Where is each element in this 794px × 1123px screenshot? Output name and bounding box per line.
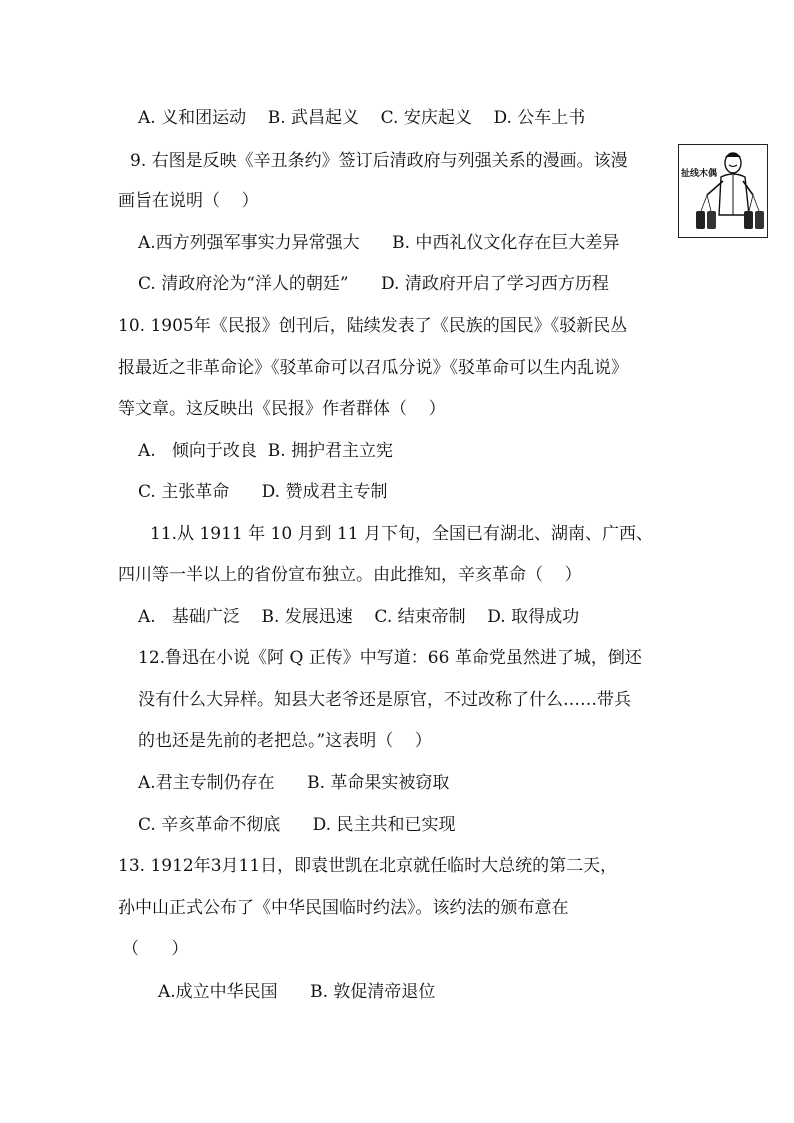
q9-stem-line-2: 画旨在说明（ ） — [118, 191, 259, 211]
q12-options-line-2: C. 辛亥革命不彻底 D. 民主共和已实现 — [138, 815, 456, 835]
puppet-cartoon-drawing — [679, 145, 767, 237]
q10-line-2: 报最近之非革命论》《驳革命可以召瓜分说》《驳革命可以生内乱说》 — [118, 358, 628, 378]
q10-line-1: 10. 1905年《民报》创刊后，陆续发表了《民族的国民》《驳新民丛 — [118, 316, 628, 336]
q10-line-3: 等文章。这反映出《民报》作者群体（ ） — [118, 399, 446, 419]
q10-options-line-1: A. 倾向于改良 B. 拥护君主立宪 — [138, 441, 393, 461]
q12-line-2: 没有什么大异样。知县大老爷还是原官，不过改称了什么……带兵 — [138, 690, 631, 710]
q12-line-1: 12.鲁迅在小说《阿 Q 正传》中写道：66 革命党虽然进了城，倒还 — [138, 648, 642, 668]
q9-options-line-2: C. 清政府沦为“洋人的朝廷” D. 清政府开启了学习西方历程 — [138, 274, 609, 294]
q9-stem-line-1: 9. 右图是反映《辛丑条约》签订后清政府与列强关系的漫画。该漫 — [130, 151, 628, 171]
q11-line-2: 四川等一半以上的省份宣布独立。由此推知，辛亥革命（ ） — [118, 565, 582, 585]
q10-options-line-2: C. 主张革命 D. 赞成君主专制 — [138, 482, 388, 502]
q13-line-3: （ ） — [122, 939, 189, 959]
q12-line-3: 的也还是先前的老把总。”这表明（ ） — [138, 731, 432, 751]
q13-options: A.成立中华民国 B. 敦促清帝退位 — [158, 982, 436, 1002]
puppet-cartoon-image — [678, 144, 768, 238]
cartoon-caption: 扯线木偶 — [681, 169, 718, 179]
q8-options: A. 义和团运动 B. 武昌起义 C. 安庆起义 D. 公车上书 — [138, 108, 586, 128]
q11-options: A. 基础广泛 B. 发展迅速 C. 结束帝制 D. 取得成功 — [138, 607, 580, 627]
q13-line-1: 13. 1912年3月11日，即袁世凯在北京就任临时大总统的第二天， — [118, 856, 618, 876]
q11-line-1: 11.从 1911 年 10 月到 11 月下旬，全国已有湖北、湖南、广西、 — [150, 524, 653, 544]
q9-options-line-1: A.西方列强军事实力异常强大 B. 中西礼仪文化存在巨大差异 — [138, 233, 620, 253]
q12-options-line-1: A.君主专制仍存在 B. 革命果实被窃取 — [138, 773, 450, 793]
q13-line-2: 孙中山正式公布了《中华民国临时约法》。该约法的颁布意在 — [118, 898, 569, 918]
